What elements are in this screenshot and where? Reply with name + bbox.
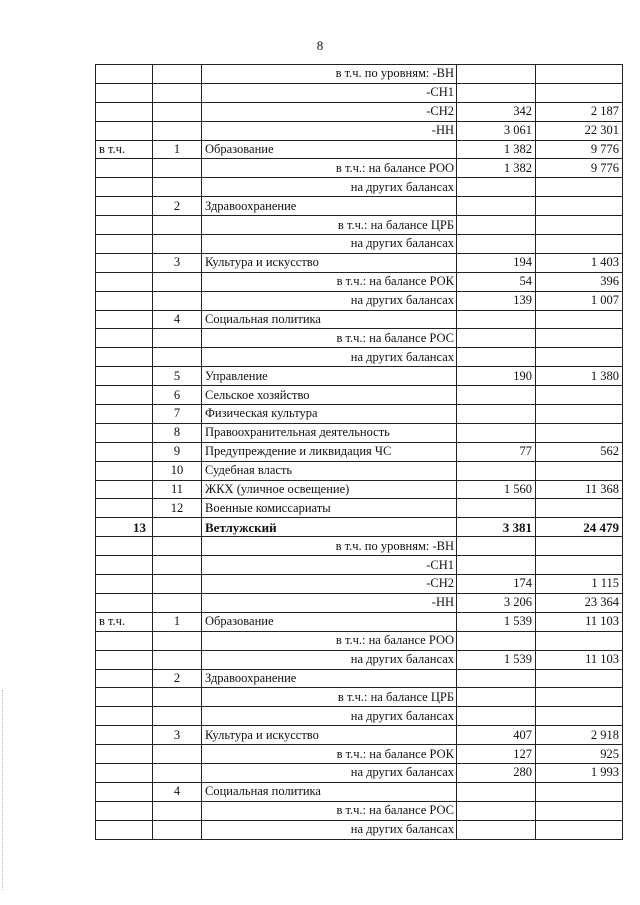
item-label-cell: в т.ч. по уровням: -ВН	[202, 537, 457, 556]
item-label-cell: на других балансах	[202, 291, 457, 310]
table-row	[96, 688, 623, 707]
table-row	[96, 405, 623, 424]
item-label-cell: Военные комиссариаты	[202, 499, 457, 518]
item-number-cell: 11	[153, 480, 202, 499]
value-cell-2	[536, 820, 623, 839]
item-label-cell: на других балансах	[202, 235, 457, 254]
row-marker-cell: в т.ч.	[96, 140, 153, 159]
value-cell-1	[457, 782, 536, 801]
item-number-cell	[153, 216, 202, 235]
item-label-cell: на других балансах	[202, 348, 457, 367]
row-marker-cell	[96, 83, 153, 102]
value-cell-2: 23 364	[536, 593, 623, 612]
row-marker-cell	[96, 461, 153, 480]
table-row	[96, 348, 623, 367]
item-number-cell: 2	[153, 669, 202, 688]
value-cell-2	[536, 386, 623, 405]
row-marker-cell	[96, 782, 153, 801]
row-marker-cell	[96, 763, 153, 782]
value-cell-2: 925	[536, 745, 623, 764]
page-number: 8	[316, 38, 324, 53]
item-number-cell: 9	[153, 442, 202, 461]
item-number-cell: 2	[153, 197, 202, 216]
value-cell-1: 54	[457, 272, 536, 291]
value-cell-2	[536, 669, 623, 688]
row-marker-cell	[96, 65, 153, 84]
item-number-cell	[153, 801, 202, 820]
value-cell-1	[457, 310, 536, 329]
value-cell-1: 407	[457, 726, 536, 745]
value-cell-1: 194	[457, 253, 536, 272]
value-cell-2: 1 403	[536, 253, 623, 272]
item-label-cell: Культура и искусство	[202, 253, 457, 272]
row-marker-cell	[96, 707, 153, 726]
item-number-cell: 1	[153, 612, 202, 631]
item-label-cell: Сельское хозяйство	[202, 386, 457, 405]
table-row	[96, 291, 623, 310]
value-cell-2: 11 103	[536, 612, 623, 631]
row-marker-cell	[96, 386, 153, 405]
row-marker-cell	[96, 575, 153, 594]
row-marker-cell	[96, 235, 153, 254]
value-cell-2	[536, 631, 623, 650]
item-label-cell: Социальная политика	[202, 310, 457, 329]
table-row	[96, 178, 623, 197]
value-cell-2: 1 007	[536, 291, 623, 310]
item-number-cell	[153, 348, 202, 367]
item-number-cell: 3	[153, 253, 202, 272]
item-number-cell: 8	[153, 423, 202, 442]
table-row	[96, 121, 623, 140]
table-row	[96, 140, 623, 159]
item-label-cell: Культура и искусство	[202, 726, 457, 745]
item-label-cell: на других балансах	[202, 820, 457, 839]
value-cell-2: 9 776	[536, 140, 623, 159]
row-marker-cell	[96, 197, 153, 216]
value-cell-1	[457, 820, 536, 839]
item-number-cell: 4	[153, 310, 202, 329]
item-label-cell: Здравоохранение	[202, 669, 457, 688]
value-cell-1	[457, 707, 536, 726]
value-cell-1: 1 539	[457, 650, 536, 669]
item-label-cell: в т.ч.: на балансе ЦРБ	[202, 216, 457, 235]
item-label-cell: ЖКХ (уличное освещение)	[202, 480, 457, 499]
value-cell-2	[536, 178, 623, 197]
row-marker-cell	[96, 631, 153, 650]
value-cell-1	[457, 461, 536, 480]
item-number-cell	[153, 593, 202, 612]
value-cell-1	[457, 348, 536, 367]
table-row	[96, 102, 623, 121]
item-number-cell	[153, 688, 202, 707]
table-row	[96, 329, 623, 348]
table-row	[96, 820, 623, 839]
item-number-cell: 10	[153, 461, 202, 480]
table-body	[96, 65, 623, 840]
item-label-cell: в т.ч.: на балансе РОК	[202, 745, 457, 764]
item-label-cell: Судебная власть	[202, 461, 457, 480]
item-number-cell	[153, 745, 202, 764]
table-row	[96, 442, 623, 461]
value-cell-1	[457, 329, 536, 348]
value-cell-1: 1 382	[457, 140, 536, 159]
item-label-cell: -СН2	[202, 575, 457, 594]
value-cell-1: 127	[457, 745, 536, 764]
table-row	[96, 499, 623, 518]
item-label-cell: Здравоохранение	[202, 197, 457, 216]
row-marker-cell	[96, 216, 153, 235]
item-number-cell	[153, 159, 202, 178]
value-cell-2	[536, 348, 623, 367]
item-number-cell	[153, 820, 202, 839]
item-label-cell: -СН1	[202, 83, 457, 102]
value-cell-1: 139	[457, 291, 536, 310]
item-number-cell	[153, 83, 202, 102]
value-cell-1	[457, 386, 536, 405]
row-marker-cell	[96, 593, 153, 612]
item-label-cell: на других балансах	[202, 707, 457, 726]
item-label-cell: Образование	[202, 140, 457, 159]
row-marker-cell	[96, 688, 153, 707]
row-marker-cell	[96, 537, 153, 556]
table-row	[96, 310, 623, 329]
item-label-cell: в т.ч.: на балансе ЦРБ	[202, 688, 457, 707]
row-marker-cell	[96, 329, 153, 348]
value-cell-1: 342	[457, 102, 536, 121]
value-cell-2: 2 187	[536, 102, 623, 121]
table-row	[96, 650, 623, 669]
value-cell-2: 1 380	[536, 367, 623, 386]
item-number-cell	[153, 631, 202, 650]
item-label-cell: в т.ч.: на балансе РОК	[202, 272, 457, 291]
row-marker-cell	[96, 556, 153, 575]
table-row	[96, 216, 623, 235]
item-number-cell	[153, 102, 202, 121]
value-cell-2: 24 479	[536, 518, 623, 537]
item-number-cell	[153, 537, 202, 556]
item-number-cell: 12	[153, 499, 202, 518]
value-cell-2: 562	[536, 442, 623, 461]
row-marker-cell	[96, 499, 153, 518]
item-number-cell	[153, 650, 202, 669]
value-cell-1	[457, 688, 536, 707]
item-number-cell	[153, 291, 202, 310]
row-marker-cell	[96, 480, 153, 499]
value-cell-2	[536, 329, 623, 348]
table-row	[96, 801, 623, 820]
table-row	[96, 83, 623, 102]
item-label-cell: -НН	[202, 121, 457, 140]
table-row	[96, 272, 623, 291]
row-marker-cell	[96, 348, 153, 367]
item-number-cell	[153, 272, 202, 291]
row-marker-cell	[96, 178, 153, 197]
table-row	[96, 782, 623, 801]
table-row	[96, 235, 623, 254]
row-marker-cell	[96, 405, 153, 424]
value-cell-1	[457, 556, 536, 575]
row-marker-cell	[96, 745, 153, 764]
item-number-cell	[153, 178, 202, 197]
value-cell-2	[536, 707, 623, 726]
table-row	[96, 423, 623, 442]
value-cell-2: 396	[536, 272, 623, 291]
scan-edge-marks	[2, 690, 4, 890]
item-number-cell: 4	[153, 782, 202, 801]
value-cell-2: 22 301	[536, 121, 623, 140]
item-label-cell: Предупреждение и ликвидация ЧС	[202, 442, 457, 461]
row-marker-cell	[96, 291, 153, 310]
value-cell-1: 1 560	[457, 480, 536, 499]
table-row	[96, 575, 623, 594]
value-cell-2: 9 776	[536, 159, 623, 178]
item-label-cell: Социальная политика	[202, 782, 457, 801]
table-row	[96, 745, 623, 764]
item-label-cell: Физическая культура	[202, 405, 457, 424]
value-cell-1: 3 381	[457, 518, 536, 537]
item-label-cell: в т.ч.: на балансе РОО	[202, 159, 457, 178]
table-row	[96, 367, 623, 386]
item-number-cell: 6	[153, 386, 202, 405]
item-number-cell: 1	[153, 140, 202, 159]
table-row	[96, 707, 623, 726]
value-cell-2: 11 368	[536, 480, 623, 499]
item-number-cell	[153, 575, 202, 594]
table-row	[96, 480, 623, 499]
value-cell-2	[536, 310, 623, 329]
item-label-cell: на других балансах	[202, 763, 457, 782]
item-number-cell	[153, 556, 202, 575]
value-cell-2	[536, 556, 623, 575]
row-marker-cell	[96, 801, 153, 820]
value-cell-1: 190	[457, 367, 536, 386]
value-cell-1	[457, 405, 536, 424]
table-row	[96, 537, 623, 556]
item-label-cell: Ветлужский	[202, 518, 457, 537]
item-number-cell: 5	[153, 367, 202, 386]
row-marker-cell	[96, 442, 153, 461]
value-cell-1	[457, 83, 536, 102]
table-row	[96, 386, 623, 405]
value-cell-1	[457, 669, 536, 688]
item-number-cell: 7	[153, 405, 202, 424]
district-row	[96, 518, 623, 537]
item-label-cell: в т.ч.: на балансе РОС	[202, 801, 457, 820]
item-number-cell	[153, 235, 202, 254]
value-cell-1	[457, 65, 536, 84]
value-cell-2	[536, 461, 623, 480]
row-marker-cell	[96, 253, 153, 272]
value-cell-2	[536, 197, 623, 216]
value-cell-1: 3 061	[457, 121, 536, 140]
row-marker-cell	[96, 726, 153, 745]
value-cell-1	[457, 235, 536, 254]
item-number-cell	[153, 65, 202, 84]
row-marker-cell	[96, 310, 153, 329]
table-row	[96, 726, 623, 745]
value-cell-2: 1 115	[536, 575, 623, 594]
row-marker-cell	[96, 423, 153, 442]
item-number-cell	[153, 518, 202, 537]
item-label-cell: в т.ч. по уровням: -ВН	[202, 65, 457, 84]
row-marker-cell	[96, 102, 153, 121]
item-label-cell: Правоохранительная деятельность	[202, 423, 457, 442]
row-marker-cell: 13	[96, 518, 153, 537]
item-number-cell: 3	[153, 726, 202, 745]
value-cell-1: 1 382	[457, 159, 536, 178]
table-row	[96, 461, 623, 480]
item-label-cell: Управление	[202, 367, 457, 386]
row-marker-cell	[96, 272, 153, 291]
value-cell-2: 2 918	[536, 726, 623, 745]
data-table	[95, 64, 623, 840]
value-cell-2	[536, 83, 623, 102]
value-cell-1: 280	[457, 763, 536, 782]
item-label-cell: на других балансах	[202, 178, 457, 197]
item-label-cell: в т.ч.: на балансе РОС	[202, 329, 457, 348]
value-cell-2	[536, 423, 623, 442]
table-row	[96, 669, 623, 688]
value-cell-2: 1 993	[536, 763, 623, 782]
value-cell-1: 3 206	[457, 593, 536, 612]
row-marker-cell	[96, 820, 153, 839]
row-marker-cell	[96, 121, 153, 140]
value-cell-1	[457, 631, 536, 650]
item-label-cell: -НН	[202, 593, 457, 612]
value-cell-2	[536, 688, 623, 707]
value-cell-1	[457, 216, 536, 235]
table-row	[96, 65, 623, 84]
item-label-cell: на других балансах	[202, 650, 457, 669]
value-cell-2	[536, 499, 623, 518]
item-number-cell	[153, 707, 202, 726]
row-marker-cell	[96, 669, 153, 688]
value-cell-1	[457, 178, 536, 197]
value-cell-2	[536, 65, 623, 84]
value-cell-1: 77	[457, 442, 536, 461]
row-marker-cell	[96, 367, 153, 386]
value-cell-1	[457, 499, 536, 518]
row-marker-cell	[96, 650, 153, 669]
item-number-cell	[153, 121, 202, 140]
row-marker-cell: в т.ч.	[96, 612, 153, 631]
table-row	[96, 631, 623, 650]
table-row	[96, 159, 623, 178]
table-row	[96, 612, 623, 631]
value-cell-1: 1 539	[457, 612, 536, 631]
value-cell-2	[536, 216, 623, 235]
table-row	[96, 197, 623, 216]
value-cell-2	[536, 537, 623, 556]
value-cell-2: 11 103	[536, 650, 623, 669]
value-cell-1	[457, 197, 536, 216]
item-label-cell: Образование	[202, 612, 457, 631]
table-row	[96, 593, 623, 612]
value-cell-1	[457, 423, 536, 442]
table-row	[96, 556, 623, 575]
value-cell-1	[457, 801, 536, 820]
item-number-cell	[153, 763, 202, 782]
value-cell-2	[536, 801, 623, 820]
value-cell-2	[536, 405, 623, 424]
value-cell-1: 174	[457, 575, 536, 594]
row-marker-cell	[96, 159, 153, 178]
item-number-cell	[153, 329, 202, 348]
item-label-cell: -СН1	[202, 556, 457, 575]
value-cell-2	[536, 782, 623, 801]
table-row	[96, 253, 623, 272]
value-cell-1	[457, 537, 536, 556]
item-label-cell: в т.ч.: на балансе РОО	[202, 631, 457, 650]
item-label-cell: -СН2	[202, 102, 457, 121]
value-cell-2	[536, 235, 623, 254]
table-row	[96, 763, 623, 782]
